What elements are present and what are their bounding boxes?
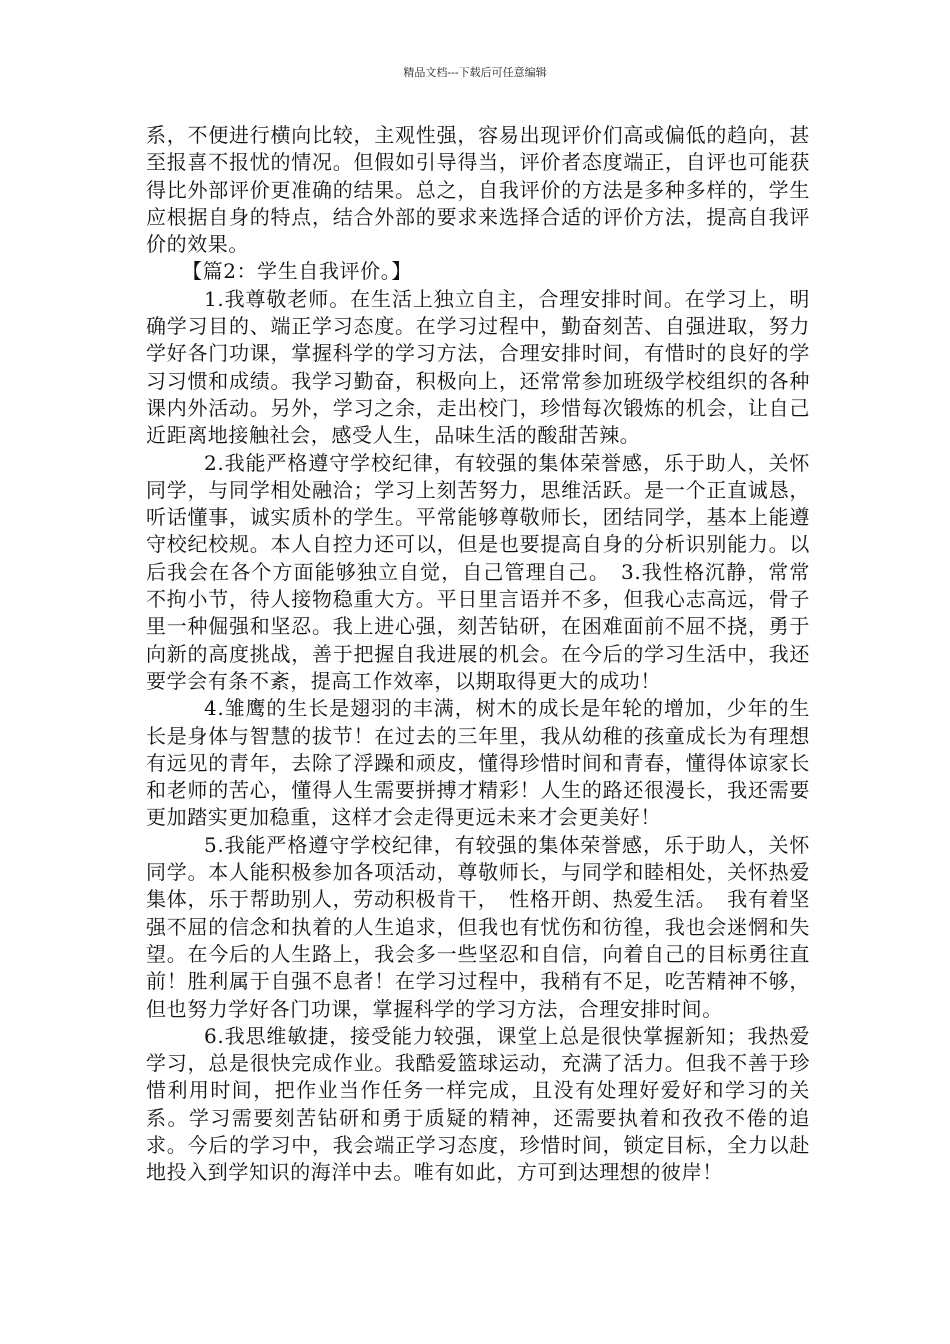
paragraph-item-1: 1.我尊敬老师。在生活上独立自主，合理安排时间。在学习上，明确学习目的、端正学习态度。在学习过程中，勤奋刻苦、自强进取，努力学好各门功课，掌握科学的学习方法，合理安排时间，有惜时的良好的学习习惯和成绩。我学习勤奋，积极向上，还常常参加班级学校组织的各种课内外活动。另外，学习之余，走出校门，珍惜每次锻炼的机会，让自己近距离地接触社会，感受人生，品味生活的酸甜苦辣。 <box>146 286 810 448</box>
paragraph-item-4: 4.雏鹰的生长是翅羽的丰满，树木的成长是年轮的增加，少年的生长是身体与智慧的拔节！在过去的三年里，我从幼稚的孩童成长为有理想有远见的青年，去除了浮躁和顽皮，懂得珍惜时间和青春，懂得体谅家长和老师的苦心，懂得人生需要拼搏才精彩！人生的路还很漫长，我还需要更加踏实更加稳重，这样才会走得更远未来才会更美好！ <box>146 696 810 830</box>
paragraph-item-6: 6.我思维敏捷，接受能力较强，课堂上总是很快掌握新知；我热爱学习，总是很快完成作业。我酷爱篮球运动，充满了活力。但我不善于珍惜利用时间，把作业当作任务一样完成，且没有处理好爱好和学习的关系。学习需要刻苦钻研和勇于质疑的精神，还需要执着和孜孜不倦的追求。今后的学习中，我会端正学习态度，珍惜时间，锁定目标，全力以赴地投入到学知识的海洋中去。唯有如此，方可到达理想的彼岸！ <box>146 1023 810 1185</box>
page-header: 精品文档---下载后可任意编辑 <box>403 66 547 79</box>
paragraph-continuation: 系，不便进行横向比较，主观性强，容易出现评价们高或偏低的趋向，甚至报喜不报忧的情况。但假如引导得当，评价者态度端正，自评也可能获得比外部评价更准确的结果。总之，自我评价的方法是多种多样的，学生应根据自身的特点，结合外部的要求来选择合适的评价方法，提高自我评价的效果。 <box>146 123 810 257</box>
document-body <box>146 122 810 1187</box>
section-heading: 【篇2：学生自我评价。】 <box>182 259 412 284</box>
paragraph-item-2-3: 2.我能严格遵守学校纪律，有较强的集体荣誉感，乐于助人，关怀同学，与同学相处融洽；学习上刻苦努力，思维活跃。是一个正直诚恳，听话懂事，诚实质朴的学生。平常能够尊敬师长，团结同学，基本上能遵守校纪校规。本人自控力还可以，但是也要提高自身的分析识别能力。以后我会在各个方面能够独立自觉，自己管理自己。 3.我性格沉静，常常不拘小节，待人接物稳重大方。平日里言语并不多，但我心志高远，骨子里一种倔强和坚忍。我上进心强，刻苦钻研，在困难面前不屈不挠，勇于向新的高度挑战，善于把握自我进展的机会。在今后的学习生活中，我还要学会有条不紊，提高工作效率，以期取得更大的成功！ <box>146 450 810 693</box>
paragraph-item-5: 5.我能严格遵守学校纪律，有较强的集体荣誉感，乐于助人，关怀同学。本人能积极参加各项活动，尊敬师长，与同学和睦相处，关怀热爱集体，乐于帮助别人，劳动积极肯干， 性格开朗、热爱生活。 我有着坚强不屈的信念和执着的人生追求，但我也有忧伤和彷徨，我也会迷惘和失望。在今后的人生路上，我会多一些坚忍和自信，向着自己的目标勇往直前！胜利属于自强不息者！在学习过程中，我稍有不足，吃苦精神不够，但也努力学好各门功课，掌握科学的学习方法，合理安排时间。 <box>146 832 810 1021</box>
